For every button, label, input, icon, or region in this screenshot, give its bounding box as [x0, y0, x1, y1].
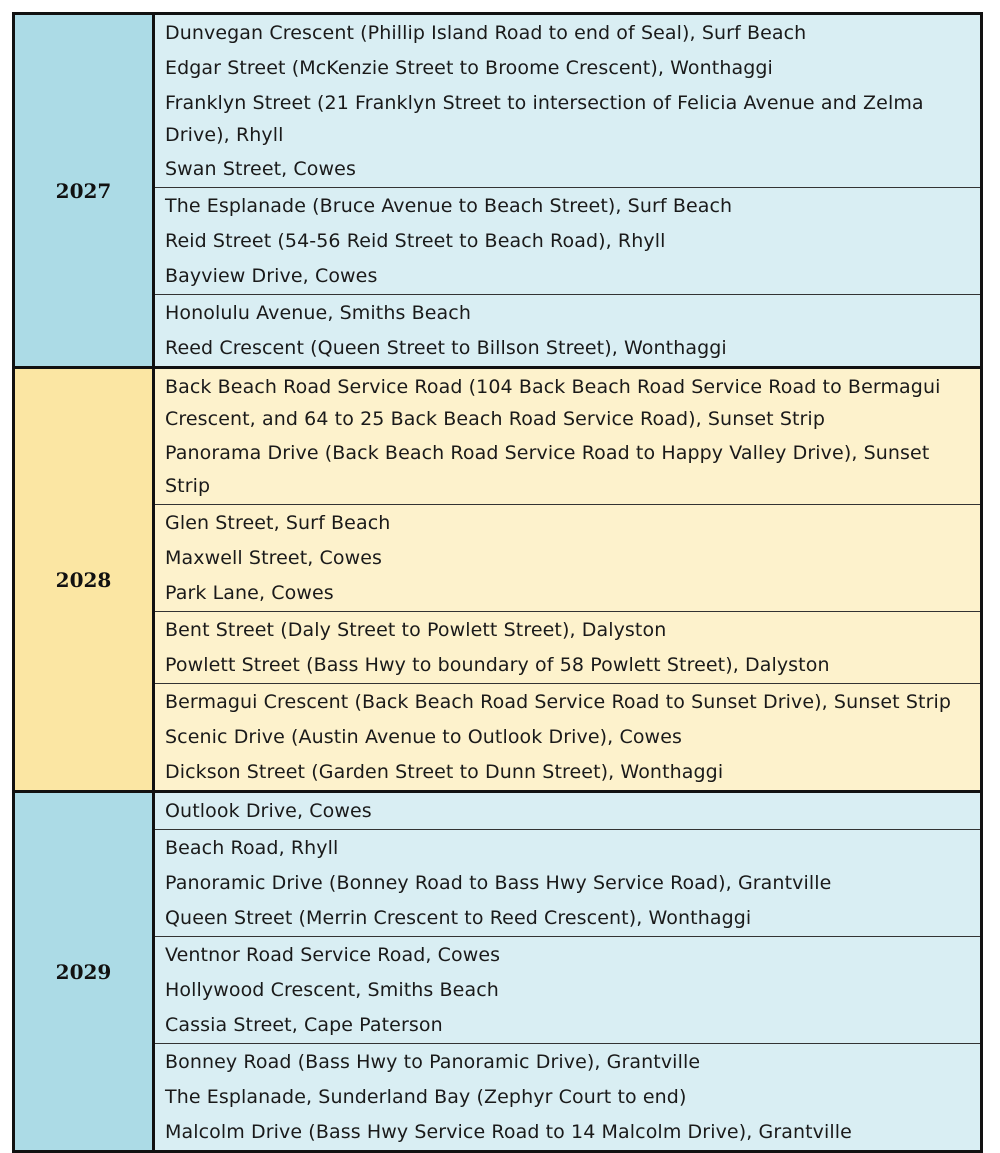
street-entry: Beach Road, Rhyll [165, 837, 339, 859]
year-label: 2029 [15, 793, 155, 1150]
year-label: 2027 [15, 15, 155, 366]
street-entry: Bent Street (Daly Street to Powlett Street), Dalyston [165, 619, 667, 641]
street-group [155, 15, 980, 187]
street-group [155, 1043, 980, 1150]
street-entry: Queen Street (Merrin Crescent to Reed Crescent), Wonthaggi [165, 907, 752, 929]
street-group [155, 369, 980, 504]
street-entry: Glen Street, Surf Beach [165, 512, 391, 534]
street-groups [155, 369, 980, 790]
street-entry: Powlett Street (Bass Hwy to boundary of 58 Powlett Street), Dalyston [165, 654, 830, 676]
street-entry: Outlook Drive, Cowes [165, 800, 372, 822]
street-entry: The Esplanade, Sunderland Bay (Zephyr Court to end) [165, 1086, 687, 1108]
street-entry: Park Lane, Cowes [165, 582, 334, 604]
street-entry: Dickson Street (Garden Street to Dunn Street), Wonthaggi [165, 761, 724, 783]
street-group [155, 683, 980, 790]
street-group [155, 294, 980, 366]
street-group [155, 793, 980, 829]
street-entry: Reed Crescent (Queen Street to Billson Street), Wonthaggi [165, 337, 727, 359]
year-block-2027 [15, 15, 980, 366]
street-entry: Maxwell Street, Cowes [165, 547, 383, 569]
street-entry: Scenic Drive (Austin Avenue to Outlook Drive), Cowes [165, 726, 682, 748]
street-entry: Hollywood Crescent, Smiths Beach [165, 979, 499, 1001]
street-entry: Franklyn Street (21 Franklyn Street to intersection of Felicia Avenue and Zelma Drive), Rhyll [165, 92, 924, 146]
street-entry: Panoramic Drive (Bonney Road to Bass Hwy Service Road), Grantville [165, 872, 832, 894]
road-works-schedule-table [12, 12, 983, 1153]
street-entry: Reid Street (54-56 Reid Street to Beach Road), Rhyll [165, 230, 666, 252]
street-entry: Swan Street, Cowes [165, 158, 356, 180]
street-entry: The Esplanade (Bruce Avenue to Beach Street), Surf Beach [165, 195, 733, 217]
street-entry: Back Beach Road Service Road (104 Back Beach Road Service Road to Bermagui Crescent, and 64 to 25 Back Beach Road Service Road), Sunset Strip [165, 376, 941, 430]
year-block-2029 [15, 790, 980, 1150]
street-entry: Honolulu Avenue, Smiths Beach [165, 302, 471, 324]
street-group [155, 829, 980, 936]
street-entry: Panorama Drive (Back Beach Road Service Road to Happy Valley Drive), Sunset Strip [165, 442, 930, 497]
street-group [155, 504, 980, 611]
street-entry: Malcolm Drive (Bass Hwy Service Road to 14 Malcolm Drive), Grantville [165, 1121, 852, 1143]
street-entry: Ventnor Road Service Road, Cowes [165, 944, 501, 966]
street-entry: Cassia Street, Cape Paterson [165, 1014, 443, 1036]
street-entry: Bayview Drive, Cowes [165, 265, 378, 287]
street-group [155, 936, 980, 1043]
street-groups [155, 793, 980, 1150]
street-groups [155, 15, 980, 366]
street-entry: Bermagui Crescent (Back Beach Road Service Road to Sunset Drive), Sunset Strip [165, 691, 952, 713]
street-entry: Dunvegan Crescent (Phillip Island Road to end of Seal), Surf Beach [165, 22, 807, 44]
street-entry: Edgar Street (McKenzie Street to Broome Crescent), Wonthaggi [165, 57, 773, 79]
street-entry: Bonney Road (Bass Hwy to Panoramic Drive), Grantville [165, 1051, 701, 1073]
street-group [155, 187, 980, 294]
year-label: 2028 [15, 369, 155, 790]
street-group [155, 611, 980, 683]
year-block-2028 [15, 366, 980, 790]
